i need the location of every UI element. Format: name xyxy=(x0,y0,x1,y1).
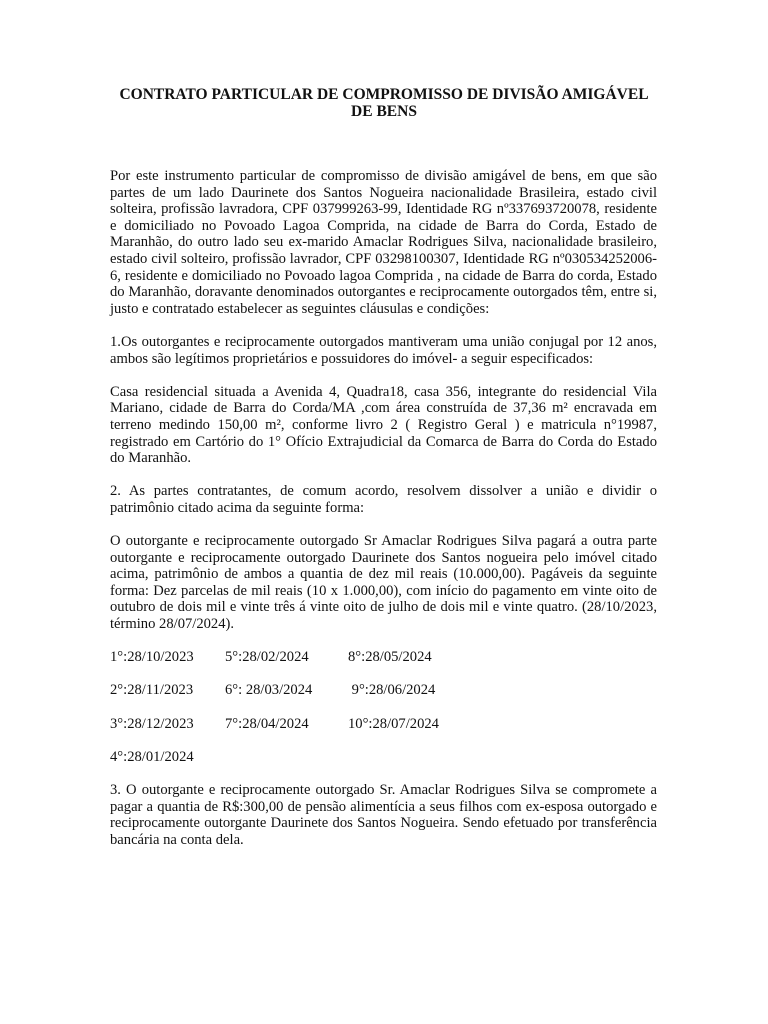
installment-date: 10°:28/07/2024 xyxy=(348,715,439,732)
payment-paragraph: O outorgante e reciprocamente outorgado Sr Amaclar Rodrigues Silva pagará a outra parte outorgante e reciprocamente outorgado Daurinete dos Santos nogueira pelo imóvel citado acima, patrimônio de ambos a quantia de dez mil reais (10.000,00). Pagáveis da seguinte forma: Dez parcelas de mil reais (10 x 1.000,00), com início do pagamento em vinte oito de outubro de dois mil e vinte três á vinte oito de julho de dois mil e vinte quatro. (28/10/2023, término 28/07/2024). xyxy=(110,533,657,633)
installment-date: 2°:28/11/2023 xyxy=(110,682,194,699)
installment-date: 1°:28/10/2023 xyxy=(110,649,194,666)
schedule-row xyxy=(110,682,657,699)
schedule-row xyxy=(110,716,657,733)
installment-date: 5°:28/02/2024 xyxy=(225,649,309,666)
installment-date: 3°:28/12/2023 xyxy=(110,715,194,732)
clause-3-paragraph: 3. O outorgante e reciprocamente outorgado Sr. Amaclar Rodrigues Silva se compromete a pagar a quantia de R$:300,00 de pensão alimentícia a seus filhos com ex-esposa outorgado e reciprocamente outorgante Daurinete dos Santos Nogueira. Sendo efetuado por transferência bancária na conta dela. xyxy=(110,781,657,848)
installment-date: 7°:28/04/2024 xyxy=(225,715,309,732)
title-line-2: DE BENS xyxy=(351,103,417,120)
document-body xyxy=(110,168,657,865)
intro-paragraph: Por este instrumento particular de compromisso de divisão amigável de bens, em que são partes de um lado Daurinete dos Santos Nogueira nacionalidade Brasileira, estado civil solteira, profissão lavradora, CPF 037999263-99, Identidade RG nº337693720078, residente e domiciliado no Povoado Lagoa Comprida, na cidade de Barra do Corda, Estado de Maranhão, do outro lado seu ex-marido Amaclar Rodrigues Silva, nacionalidade brasileiro, estado civil solteiro, profissão lavrador, CPF 03298100307, Identidade RG nº030534252006-6, residente e domiciliado no Povoado lagoa Comprida , na cidade de Barra do corda, Estado do Maranhão, doravante denominados outorgantes e reciprocamente outorgados têm, entre si, justo e contratado estabelecer as seguintes cláusulas e condições: xyxy=(110,168,657,317)
title-line-1: CONTRATO PARTICULAR DE COMPROMISSO DE DIVISÃO AMIGÁVEL xyxy=(119,86,649,103)
installment-date: 4°:28/01/2024 xyxy=(110,748,194,765)
schedule-row xyxy=(110,649,657,666)
schedule-row xyxy=(110,749,657,766)
property-paragraph: Casa residencial situada a Avenida 4, Quadra18, casa 356, integrante do residencial Vila Mariano, cidade de Barra do Corda/MA ,com área construída de 37,36 m² encravada em terreno medindo 150,00 m², conforme livro 2 ( Registro Geral ) e matricula n°19987, registrado em Cartório do 1° Ofício Extrajudicial da Comarca de Barra do Corda do Estado do Maranhão. xyxy=(110,383,657,467)
clause-2-paragraph: 2. As partes contratantes, de comum acordo, resolvem dissolver a união e dividir o patrimônio citado acima da seguinte forma: xyxy=(110,483,657,516)
installment-date: 9°:28/06/2024 xyxy=(348,682,436,699)
clause-1-paragraph: 1.Os outorgantes e reciprocamente outorgados mantiveram uma união conjugal por 12 anos, ambos são legítimos proprietários e possuidores do imóvel- a seguir especificados: xyxy=(110,333,657,367)
document-title xyxy=(100,86,668,120)
installment-date: 6°: 28/03/2024 xyxy=(225,682,313,699)
installment-date: 8°:28/05/2024 xyxy=(348,649,432,666)
